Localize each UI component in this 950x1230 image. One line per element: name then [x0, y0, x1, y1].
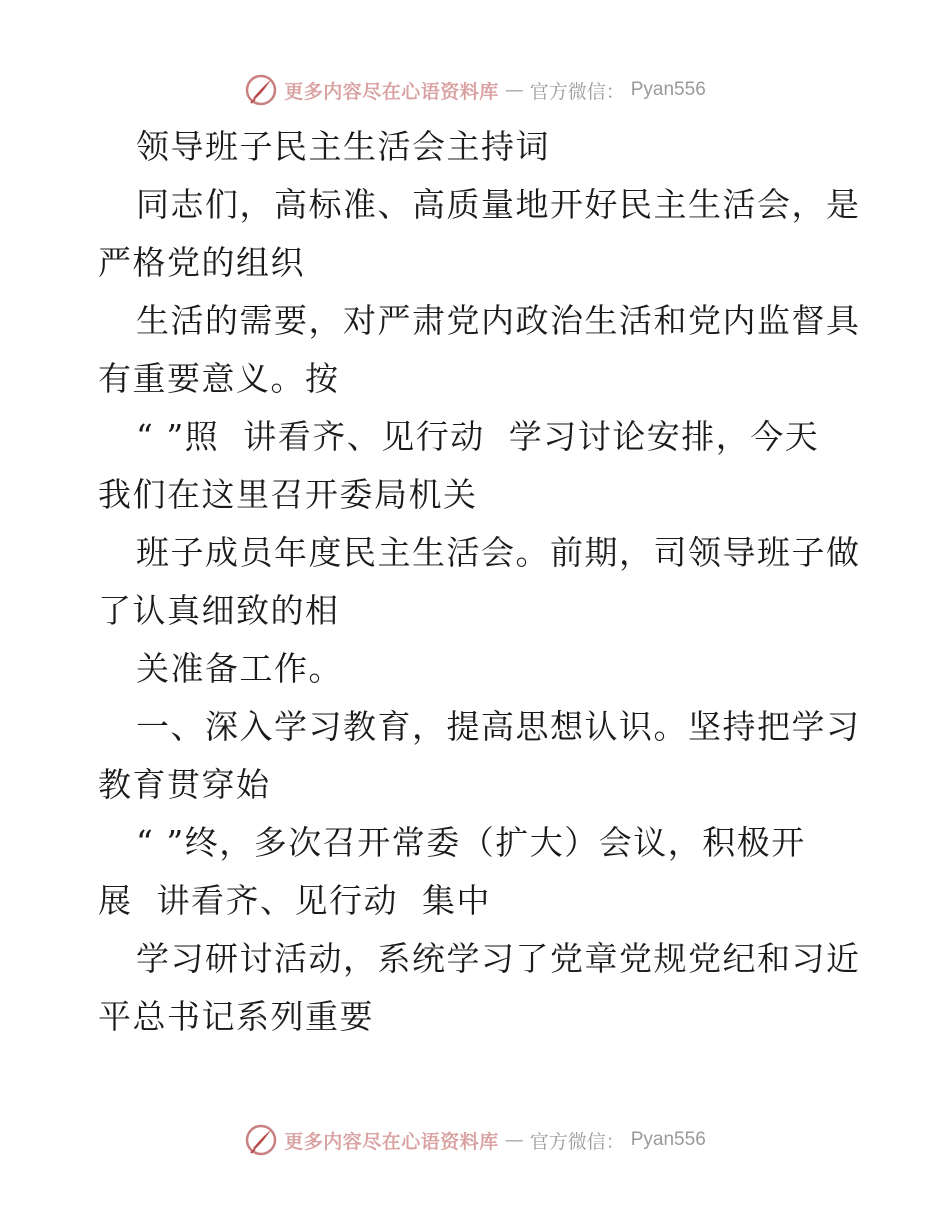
watermark-site-text: 更多内容尽在心语资料库 [284, 1130, 499, 1153]
watermark-wechat-label: 官方微信： [529, 80, 625, 103]
feather-logo-icon [244, 73, 278, 107]
text-line: “ ”终，多次召开常委（扩大）会议，积极开 [136, 823, 806, 862]
watermark-wechat-id: Pyan556 [630, 79, 706, 100]
text-line: 教育贯穿始 [98, 765, 271, 804]
text-line: 班子成员年度民主生活会。前期，司领导班子做 [136, 533, 861, 572]
header-watermark [0, 70, 950, 110]
watermark-separator: — [504, 1129, 524, 1151]
text-line: 平总书记系列重要 [98, 997, 374, 1036]
text-line: 关准备工作。 [136, 649, 343, 688]
text-line: 同志们，高标准、高质量地开好民主生活会，是 [136, 185, 861, 224]
text-line: 学习研讨活动，系统学习了党章党规党纪和习近 [136, 939, 861, 978]
text-line: 严格党的组织 [98, 243, 305, 282]
text-line: 我们在这里召开委局机关 [98, 475, 478, 514]
document-title: 领导班子民主生活会主持词 [136, 127, 550, 166]
footer-watermark [0, 1120, 950, 1160]
text-line: “ ”照 讲看齐、见行动 学习讨论安排，今天 [136, 417, 820, 456]
document-body [98, 118, 868, 1046]
text-line: 了认真细致的相 [98, 591, 340, 630]
text-line: 展 讲看齐、见行动 集中 [98, 881, 491, 920]
watermark-site-text: 更多内容尽在心语资料库 [284, 80, 499, 103]
watermark-wechat-id: Pyan556 [630, 1129, 706, 1150]
text-line: 有重要意义。按 [98, 359, 340, 398]
text-line: 一、深入学习教育，提高思想认识。坚持把学习 [136, 707, 861, 746]
watermark-wechat-label: 官方微信： [529, 1130, 625, 1153]
feather-logo-icon [244, 1123, 278, 1157]
watermark-separator: — [504, 79, 524, 101]
text-line: 生活的需要，对严肃党内政治生活和党内监督具 [136, 301, 861, 340]
